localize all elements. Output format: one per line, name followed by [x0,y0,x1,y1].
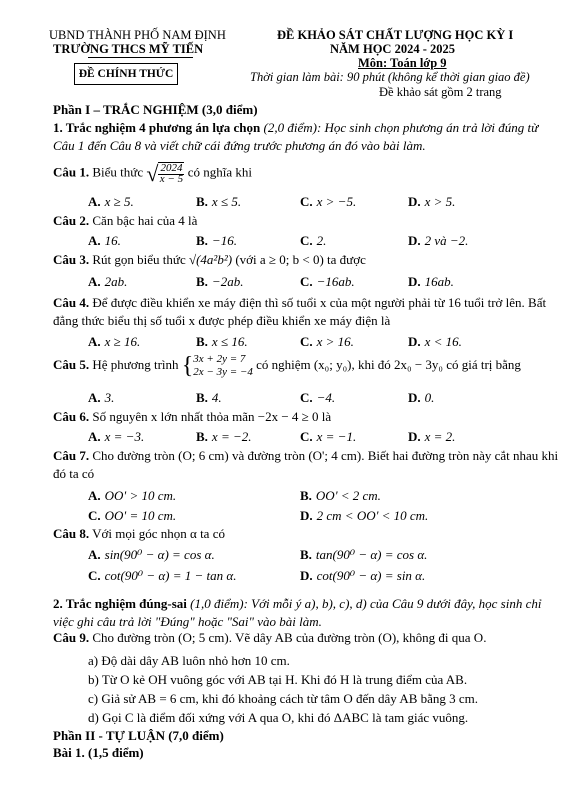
q9-item-b: b) Từ O kẻ OH vuông góc với AB tại H. Khi đó H là trung điểm của AB. [88,672,468,687]
q3-expr: √(4a²b²) [188,252,233,267]
q6-option-letter: A. [88,429,101,444]
q1-option-text: x ≥ 5. [104,194,134,209]
section1-title: 1. Trắc nghiệm 4 phương án lựa chọn [53,120,261,135]
q2-option-d [408,233,468,249]
q2-option-b [196,233,237,249]
q1-option-c [300,194,356,210]
q5-eq1: 3x + 2y = 7 [193,353,246,365]
header-right-1: ĐỀ KHẢO SÁT CHẤT LƯỢNG HỌC KỲ I [277,28,514,42]
q3-option-text: 16ab. [424,274,454,289]
q1-stem [53,161,252,186]
q1-option-letter: B. [196,194,208,209]
section2-instruction [53,595,563,630]
q2-option-letter: B. [196,233,208,248]
q6-stem [53,410,331,425]
q1-numerator: 2024 [160,161,183,174]
q5-stem [53,353,521,379]
q7-option-text: 2 cm < OO' < 10 cm. [316,508,429,523]
q5-option-d [408,390,434,406]
q2-label: Câu 2. [53,213,90,228]
q3-post: (với a ≥ 0; b < 0) ta được [232,252,366,267]
q7-option-letter: C. [88,508,101,523]
q6-text: Số nguyên x lớn nhất thỏa mãn −2x − 4 ≥ 0 là [89,409,332,424]
q8-label: Câu 8. [53,526,90,541]
q6-option-a [88,429,144,445]
q4-option-text: x ≥ 16. [104,334,141,349]
q5-pre: Hệ phương trình [89,357,182,373]
q3-option-c [300,274,355,290]
q1-option-letter: C. [300,194,313,209]
q2-stem [53,214,197,229]
q5-option-text: 3. [104,390,115,405]
q8-option-d [300,568,425,584]
q7-option-b [300,488,381,504]
q3-stem [53,253,366,268]
q8-option-text: sin(90⁰ − α) = cos α. [104,547,215,562]
q6-option-letter: C. [300,429,313,444]
q4-option-text: x ≤ 16. [211,334,248,349]
header-left-1: UBND THÀNH PHỐ NAM ĐỊNH [49,28,226,42]
header-right-2: NĂM HỌC 2024 - 2025 [330,42,455,56]
q4-option-text: x > 16. [316,334,354,349]
q7-option-a [88,488,176,504]
section1-points: (2,0 điểm) [260,120,317,135]
q5-option-a [88,390,114,406]
q3-option-letter: D. [408,274,421,289]
q7-option-text: OO' > 10 cm. [104,488,177,503]
q8-option-b [300,547,427,563]
q6-option-letter: D. [408,429,421,444]
section2-points: (1,0 điểm) [186,596,244,611]
q7-option-letter: B. [300,488,312,503]
q4-option-letter: A. [88,334,101,349]
q3-option-letter: B. [196,274,208,289]
q2-option-text: −16. [211,233,237,248]
q8-stem [53,527,225,542]
q2-option-text: 16. [104,233,121,248]
q1-option-letter: A. [88,194,101,209]
q9-item-d: d) Gọi C là điểm đối xứng với A qua O, khi đó ΔABC là tam giác vuông. [88,710,469,725]
header-time: Thời gian làm bài: 90 phút (không kể thời gian giao đề) [250,70,530,84]
q8-option-text: tan(90⁰ − α) = cos α. [315,547,428,562]
q1-label: Câu 1. [53,164,90,180]
q8-option-letter: A. [88,547,101,562]
q5-option-letter: B. [196,390,208,405]
header-left-underline [88,57,193,58]
section2-text: : Với mỗi ý a), b), c), d) của Câu 9 dưới đây, học sinh chỉ việc ghi câu trả lời "Đúng" hoặc "Sai" vào bài làm. [53,596,542,629]
q8-option-letter: D. [300,568,313,583]
q6-label: Câu 6. [53,409,90,424]
q8-option-text: cot(90⁰ − α) = 1 − tan α. [104,568,237,583]
q3-option-b [196,274,243,290]
q7-option-letter: A. [88,488,101,503]
q7-option-c [88,508,176,524]
q4-option-text: x < 16. [424,334,462,349]
official-badge: ĐỀ CHÍNH THỨC [74,63,178,85]
q9-text: Cho đường tròn (O; 5 cm). Vẽ dây AB của đường tròn (O), không đi qua O. [89,630,487,645]
q2-text: Căn bậc hai của 4 là [89,213,198,228]
section1-text: : Học sinh chọn phương án trả lời đúng từ Câu 1 đến Câu 8 và viết chữ cái đứng trước phương án đó vào bài làm. [53,120,539,153]
q6-option-text: x = −3. [104,429,145,444]
q3-pre: Rút gọn biểu thức [89,252,189,267]
q9-item-a: a) Độ dài dây AB luôn nhỏ hơn 10 cm. [88,653,290,668]
q5-post: có nghiệm (x₀; y₀), khi đó 2x₀ − 3y₀ có giá trị bằng [252,357,521,373]
q6-option-text: x = −2. [211,429,252,444]
q7-option-letter: D. [300,508,313,523]
q3-option-text: 2ab. [104,274,128,289]
q5-label: Câu 5. [53,357,90,373]
q3-label: Câu 3. [53,252,90,267]
header-subject: Môn: Toán lớp 9 [358,56,447,70]
q5-option-text: −4. [316,390,336,405]
q3-option-text: −16ab. [316,274,355,289]
q1-option-text: x ≤ 5. [211,194,242,209]
q2-option-letter: C. [300,233,313,248]
section2-title: 2. Trắc nghiệm đúng-sai [53,596,187,611]
q1-option-b [196,194,241,210]
q4-option-letter: B. [196,334,208,349]
q5-option-b [196,390,222,406]
q9-label: Câu 9. [53,630,90,645]
q8-option-letter: C. [88,568,101,583]
q4-option-a [88,334,140,350]
q3-option-text: −2ab. [211,274,244,289]
q5-option-c [300,390,335,406]
header-pages: Đề khảo sát gồm 2 trang [379,85,502,99]
q8-option-text: cot(90⁰ − α) = sin α. [316,568,426,583]
q4-text: Để được điều khiển xe máy điện thì số tuổi x của một người phải từ 16 tuổi trở lên. Bất đẳng thức biểu thị số tuổi x được phép điều khiển xe máy điện là [53,295,547,328]
q3-option-d [408,274,454,290]
q4-stem [53,294,563,329]
q3-option-a [88,274,127,290]
q5-option-letter: C. [300,390,313,405]
q8-option-c [88,568,236,584]
q5-system [193,353,253,379]
bai1-title: Bài 1. (1,5 điểm) [53,745,144,760]
q7-option-d [300,508,428,524]
q6-option-letter: B. [196,429,208,444]
q6-option-text: x = −1. [316,429,357,444]
q4-option-c [300,334,354,350]
q1-option-text: x > −5. [316,194,357,209]
q1-sqrt: $√\frac{2024}{x - 5}$ [146,161,184,186]
q5-option-text: 0. [424,390,435,405]
q4-option-letter: C. [300,334,313,349]
q1-post: có nghĩa khi [184,164,252,180]
q3-option-letter: A. [88,274,101,289]
q8-option-a [88,547,215,563]
q2-option-text: 2. [316,233,327,248]
q3-option-letter: C. [300,274,313,289]
header-left-2: TRƯỜNG THCS MỸ TIẾN [53,42,204,56]
q1-option-text: x > 5. [424,194,456,209]
q6-option-b [196,429,252,445]
q7-label: Câu 7. [53,448,90,463]
q9-item-c: c) Giả sử AB = 6 cm, khi đó khoảng cách từ tâm O đến dây AB bằng 3 cm. [88,691,479,706]
q7-option-text: OO' = 10 cm. [104,508,177,523]
part1-title: Phần I – TRẮC NGHIỆM (3,0 điểm) [53,102,258,117]
q1-denominator: x − 5 [159,173,184,186]
q6-option-d [408,429,455,445]
q7-option-text: OO' < 2 cm. [315,488,381,503]
q2-option-a [88,233,121,249]
q1-option-letter: D. [408,194,421,209]
q1-option-a [88,194,134,210]
q7-stem [53,447,563,482]
q8-option-letter: B. [300,547,312,562]
q9-stem [53,631,486,646]
q5-eq2: 2x − 3y = −4 [193,366,253,379]
section1-instruction [53,119,563,154]
q2-option-letter: D. [408,233,421,248]
q5-option-text: 4. [211,390,222,405]
q4-option-letter: D. [408,334,421,349]
q2-option-c [300,233,326,249]
q5-option-letter: D. [408,390,421,405]
q5-brace: { [181,353,194,380]
q1-pre: Biểu thức [89,164,147,180]
q2-option-letter: A. [88,233,101,248]
q4-option-b [196,334,248,350]
q7-text: Cho đường tròn (O; 6 cm) và đường tròn (O'; 4 cm). Biết hai đường tròn này cắt nhau khi đó ta có [53,448,559,481]
q6-option-text: x = 2. [424,429,456,444]
q8-text: Với mọi góc nhọn α ta có [89,526,225,541]
q6-option-c [300,429,356,445]
q4-option-d [408,334,462,350]
q5-option-letter: A. [88,390,101,405]
q4-label: Câu 4. [53,295,90,310]
q2-option-text: 2 và −2. [424,233,469,248]
q1-option-d [408,194,455,210]
part2-title: Phần II - TỰ LUẬN (7,0 điểm) [53,728,224,743]
